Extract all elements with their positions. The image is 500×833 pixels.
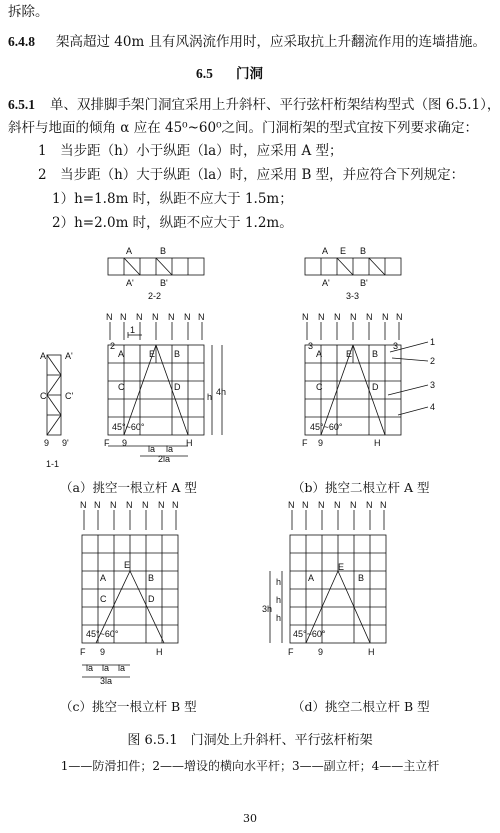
label-c-9: 9: [100, 647, 106, 657]
caption-d: （d）挑空二根立杆 B 型: [292, 699, 430, 714]
label-d-9: 9: [318, 647, 324, 657]
label-b-B: B: [372, 349, 379, 359]
load-N: N: [158, 500, 165, 510]
diagram-d: [270, 510, 386, 643]
label-a-D: D: [174, 382, 181, 392]
section-3-3: [305, 258, 401, 275]
label-a-2: 2: [110, 341, 116, 351]
legend-callout-3: 3: [430, 380, 436, 390]
label-3-3-A: A: [322, 246, 329, 256]
label-a-H: H: [186, 438, 193, 448]
label-a-1: 1: [130, 325, 136, 335]
label-c-C: C: [100, 594, 107, 604]
load-N: N: [168, 312, 175, 322]
label-d-angle: 45°~60°: [293, 629, 326, 639]
caption-c: （c）挑空一根立杆 B 型: [60, 699, 197, 714]
label-c-H: H: [156, 647, 163, 657]
label-d-3h: 3h: [262, 604, 273, 614]
section-2-2: [108, 258, 204, 275]
legend-callout-1: 1: [430, 337, 436, 347]
label-a-E: E: [149, 349, 156, 359]
label-b-D: D: [372, 382, 379, 392]
clause-number-6-4-8: 6.4.8: [8, 34, 35, 49]
list-item-1: 1 当步距（h）小于纵距（la）时，应采用 A 型；: [38, 143, 343, 159]
label-b-3: 3: [393, 341, 399, 351]
clause-6-5-1-text: 单、双排脚手架门洞宜采用上升斜杆、平行弦杆桁架结构型式（图 6.5.1），: [50, 97, 500, 113]
load-N: N: [152, 312, 159, 322]
label-d-B: B: [358, 573, 365, 583]
load-N: N: [94, 500, 101, 510]
label-2-2-A: A: [126, 246, 133, 256]
list-item-2: 2 当步距（h）大于纵距（la）时，应采用 B 型，并应符合下列规定：: [38, 167, 465, 183]
label-2-2-B-prime: B': [160, 278, 168, 288]
label-c-D: D: [148, 594, 155, 604]
label-3-3-E: E: [340, 246, 347, 256]
load-N: N: [198, 312, 205, 322]
label-d-h: h: [276, 595, 282, 605]
legend-callout-4: 4: [430, 402, 436, 412]
load-N: N: [382, 312, 389, 322]
load-N: N: [350, 500, 357, 510]
label-3-3-B-prime: B': [360, 278, 368, 288]
label-b-angle: 45°~60°: [310, 422, 343, 432]
label-d-h: h: [276, 613, 282, 623]
label-c-la: la: [118, 663, 126, 673]
label-d-h: h: [276, 577, 282, 587]
diagram-b: [305, 322, 428, 435]
label-a-9: 9: [122, 438, 128, 448]
section-3-3-label: 3-3: [346, 291, 360, 301]
label-d-F: F: [288, 647, 294, 657]
label-a-la: la: [166, 444, 174, 454]
load-N: N: [334, 312, 341, 322]
label-d-E: E: [338, 562, 345, 572]
load-N: N: [366, 312, 373, 322]
section-title: 门洞: [236, 66, 263, 82]
label-c-la: la: [86, 663, 94, 673]
label-b-A: A: [316, 349, 323, 359]
text-continuation: 拆除。: [8, 4, 49, 20]
diagram-a: [108, 322, 222, 456]
load-N: N: [136, 312, 143, 322]
label-a-F: F: [104, 438, 110, 448]
load-N: N: [142, 500, 149, 510]
clause-6-5-1-continued: 斜杆与地面的倾角 α 应在 45⁰~60⁰之间。门洞桁架的型式宜按下列要求确定：: [8, 120, 478, 136]
clause-number-6-5-1: 6.5.1: [8, 97, 35, 112]
load-N: N: [350, 312, 357, 322]
label-a-4h: 4h: [216, 387, 227, 397]
label-b-F: F: [302, 438, 308, 448]
load-N: N: [366, 500, 373, 510]
label-a-C: C: [118, 382, 125, 392]
load-N: N: [302, 500, 309, 510]
section-1-1-label: 1-1: [46, 459, 60, 469]
label-1-1-A: A: [40, 351, 47, 361]
load-N: N: [334, 500, 341, 510]
load-N: N: [318, 500, 325, 510]
label-c-3la: 3la: [100, 676, 113, 686]
label-c-A: A: [100, 573, 107, 583]
label-1-1-9: 9: [44, 438, 50, 448]
load-N: N: [120, 312, 127, 322]
load-N: N: [380, 500, 387, 510]
label-b-E: E: [346, 349, 353, 359]
label-2-2-A-prime: A': [126, 278, 134, 288]
label-b-H: H: [374, 438, 381, 448]
label-c-E: E: [124, 560, 131, 570]
label-a-B: B: [174, 349, 181, 359]
load-N: N: [318, 312, 325, 322]
label-3-3-B: B: [360, 246, 367, 256]
label-b-3: 3: [308, 341, 314, 351]
label-c-la: la: [102, 663, 110, 673]
diagram-c: [82, 510, 178, 677]
load-N: N: [184, 312, 191, 322]
figure-legend: 1——防滑扣件；2——增设的横向水平杆；3——副立杆；4——主立杆: [60, 759, 440, 773]
list-subitem-2: 2）h=2.0m 时，纵距不应大于 1.2m。: [52, 215, 293, 231]
label-3-3-A-prime: A': [322, 278, 330, 288]
label-c-angle: 45°~60°: [86, 629, 119, 639]
figure-title: 图 6.5.1 门洞处上升斜杆、平行弦杆桁架: [127, 733, 373, 748]
caption-a: （a）挑空一根立杆 A 型: [60, 480, 197, 495]
label-1-1-C: C: [40, 391, 47, 401]
section-number: 6.5: [196, 66, 213, 81]
clause-6-4-8-text: 架高超过 40m 且有风涡流作用时，应采取抗上升翻流作用的连墙措施。: [56, 34, 487, 50]
load-N: N: [126, 500, 133, 510]
label-1-1-C-prime: C': [65, 391, 74, 401]
label-1-1-9-prime: 9': [62, 438, 69, 448]
load-N: N: [110, 500, 117, 510]
load-N: N: [288, 500, 295, 510]
label-b-9: 9: [318, 438, 324, 448]
label-d-A: A: [308, 573, 315, 583]
label-2-2-B: B: [160, 246, 167, 256]
label-b-C: C: [316, 382, 323, 392]
list-subitem-1: 1）h=1.8m 时，纵距不应大于 1.5m；: [52, 191, 293, 207]
label-a-angle: 45°~60°: [112, 422, 145, 432]
label-d-H: H: [368, 647, 375, 657]
label-c-B: B: [148, 573, 155, 583]
caption-b: （b）挑空二根立杆 A 型: [292, 480, 430, 495]
load-N: N: [396, 312, 403, 322]
load-N: N: [106, 312, 113, 322]
load-N: N: [172, 500, 179, 510]
load-N: N: [302, 312, 309, 322]
label-c-F: F: [80, 647, 86, 657]
load-N: N: [80, 500, 87, 510]
label-a-2la: 2la: [158, 454, 171, 464]
page-number: 30: [243, 812, 257, 825]
label-a-la: la: [148, 444, 156, 454]
section-1-1: [47, 355, 61, 435]
label-a-h: h: [207, 392, 213, 402]
section-2-2-label: 2-2: [148, 291, 162, 301]
label-1-1-A-prime: A': [65, 351, 73, 361]
label-a-A: A: [118, 349, 125, 359]
legend-callout-2: 2: [430, 356, 436, 366]
